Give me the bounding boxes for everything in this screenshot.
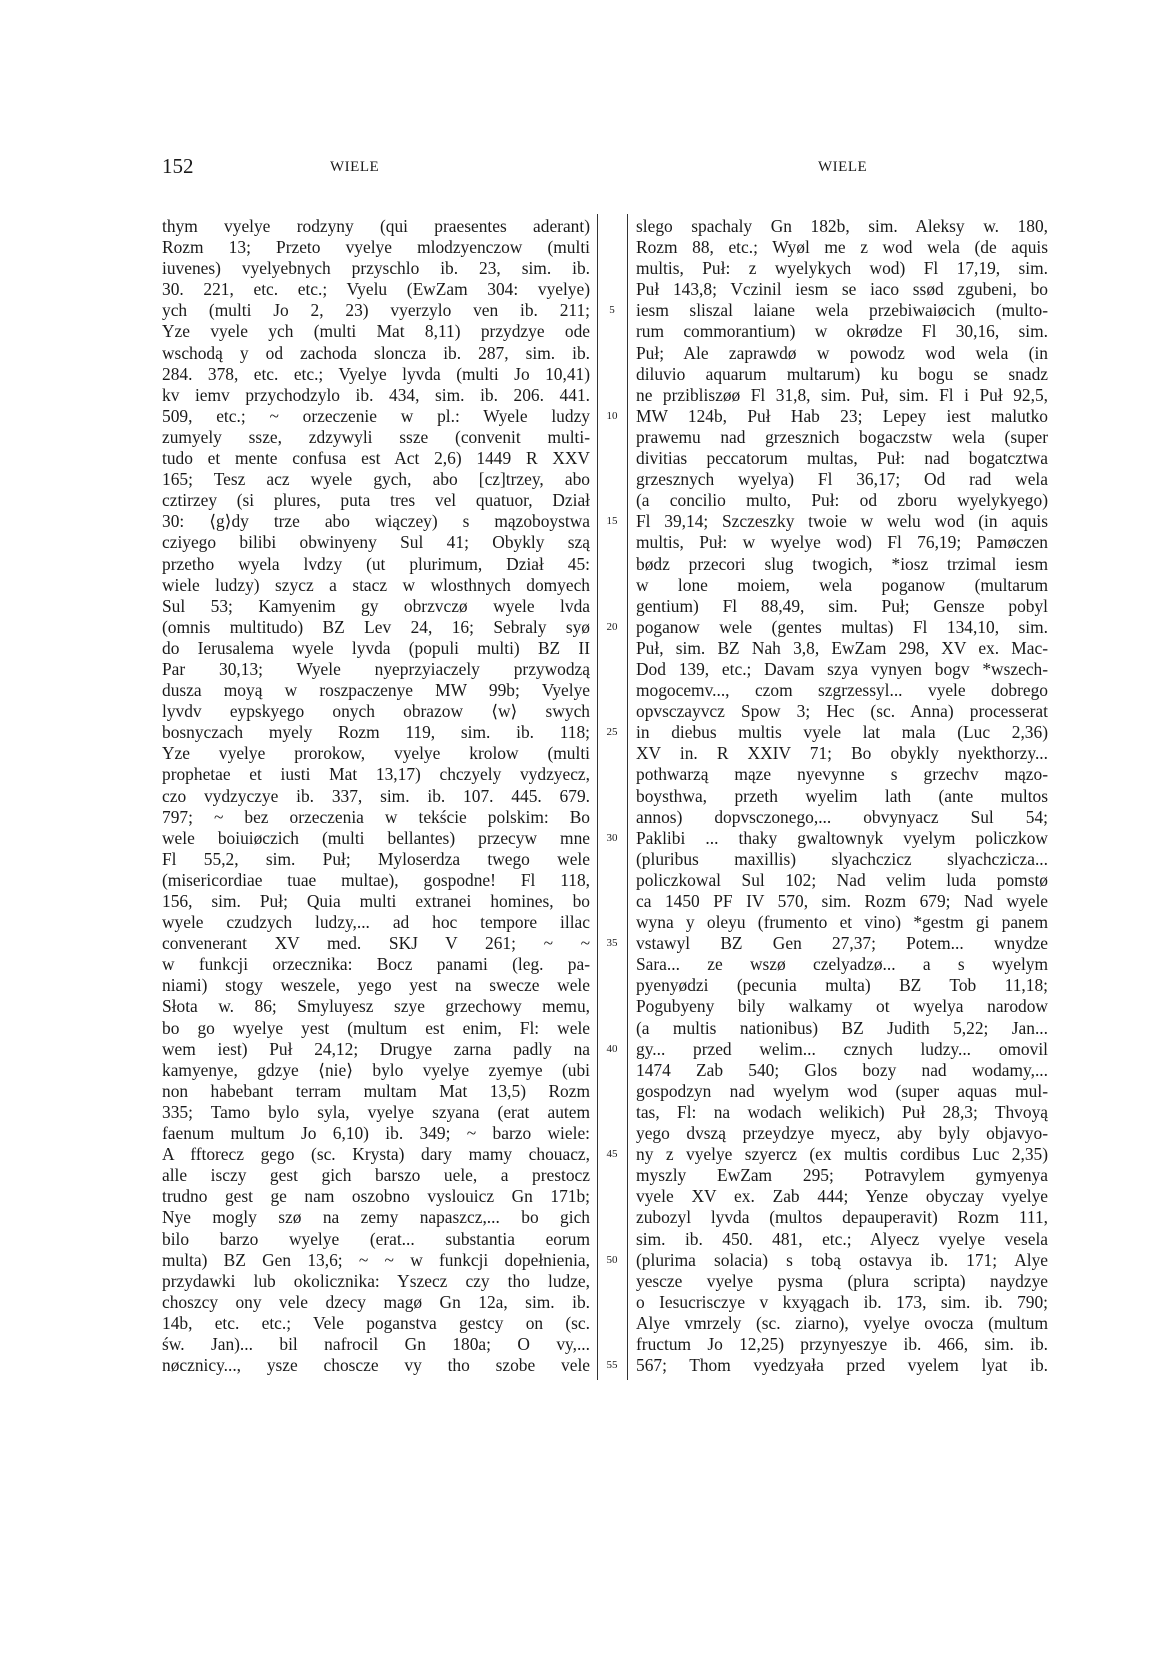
text-line: wele boiuiøczich (multi bellantes) przecyw mne: [162, 827, 590, 848]
text-line: Sara... ze wszø czelyadzø... a s wyelym: [636, 954, 1048, 975]
text-line: Sul 53; Kamyenim gy obrzvczø wyele lvda: [162, 595, 590, 616]
text-line: w lone moiem, wela poganow (multarum: [636, 574, 1048, 595]
text-line: prophetae et iusti Mat 13,17) chczyely vydzyecz,: [162, 764, 590, 785]
text-line: Nye mogly szø na zemy napaszcz,... bo gich: [162, 1207, 590, 1228]
text-line: lyvdv eypskyego onych obrazow ⟨w⟩ swych: [162, 701, 590, 722]
text-line: (a multis nationibus) BZ Judith 5,22; Jan...: [636, 1017, 1048, 1038]
text-line: divitias peccatorum multas, Puł: nad bogatcztwa: [636, 448, 1048, 469]
text-line: vyele XV ex. Zab 444; Yenze obyczay vyelye: [636, 1186, 1048, 1207]
line-number: 25: [606, 726, 618, 739]
text-line: sim. ib. 450. 481, etc.; Alyecz vyelye vesela: [636, 1228, 1048, 1249]
text-line: myszly EwZam 295; Potravylem gymyenya: [636, 1165, 1048, 1186]
text-line: poganow wele (gentes multas) Fl 134,10, sim.: [636, 616, 1048, 637]
text-line: Fl 55,2, sim. Puł; Myloserdza twego wele: [162, 848, 590, 869]
text-line: Dod 139, etc.; Davam szya vynyen bogv *wszech-: [636, 658, 1048, 679]
line-number: 10: [606, 409, 618, 422]
text-line: zubozyl lyvda (multos depauperavit) Rozm 111,: [636, 1207, 1048, 1228]
text-line: policzkowal Sul 102; Nad velim luda pomstø: [636, 869, 1048, 890]
text-line: Rozm 13; Przeto vyelye mlodzyenczow (multi: [162, 237, 590, 258]
text-line: w funkcji orzecznika: Bocz panami (leg. pa-: [162, 954, 590, 975]
text-line: multa) BZ Gen 13,6; ~ ~ w funkcji dopełnienia,: [162, 1249, 590, 1270]
text-line: A fftorecz gego (sc. Krysta) dary mamy chouacz,: [162, 1144, 590, 1165]
text-line: bilo barzo wyelye (erat... substantia eorum: [162, 1228, 590, 1249]
text-line: św. Jan)... bil nafrocil Gn 180a; O vy,...: [162, 1333, 590, 1354]
text-line: wiele ludzy) szycz a stacz w wlosthnych domyech: [162, 574, 590, 595]
text-line: ca 1450 PF IV 570, sim. Rozm 679; Nad wyele: [636, 891, 1048, 911]
text-line: bødz przecori slug twogich, *iosz trzimal iesm: [636, 553, 1048, 574]
line-number: 20: [606, 620, 618, 633]
text-line: cziyego bilibi obwinyeny Sul 41; Obykly szą: [162, 532, 590, 553]
text-line: gy... przed welim... cznych ludzy... omovil: [636, 1038, 1048, 1059]
text-line: 509, etc.; ~ orzeczenie w pl.: Wyele ludzy: [162, 405, 590, 426]
text-line: 30. 221, etc. etc.; Vyelu (EwZam 304: vyelye): [162, 279, 590, 300]
text-line: non habebant terram multam Mat 13,5) Rozm: [162, 1080, 590, 1101]
text-line: 284. 378, etc. etc.; Vyelye lyvda (multi Jo 10,41): [162, 363, 590, 384]
text-line: in diebus multis vyele lat mala (Luc 2,36): [636, 722, 1048, 743]
text-line: iuvenes) vyelyebnych przyschlo ib. 23, sim. ib.: [162, 258, 590, 279]
column-divider-right: [627, 214, 628, 1380]
line-number: 50: [606, 1253, 618, 1266]
text-line: faenum multum Jo 6,10) ib. 349; ~ barzo wiele:: [162, 1123, 590, 1144]
text-line: diluvio aquarum multarum) ku bogu se snadz: [636, 363, 1048, 384]
text-line: Paklibi ... thaky gwaltownyk vyelym policzkow: [636, 827, 1048, 848]
text-line: wem iest) Puł 24,12; Drugye zarna padly na: [162, 1038, 590, 1059]
text-line: fructum Jo 12,25) przynyeszye ib. 466, sim. ib.: [636, 1333, 1048, 1354]
text-line: Puł 143,8; Vczinil iesm se iaco ssød zgubeni, bo: [636, 279, 1048, 300]
text-line: o Iesucrisczye v kxyągach ib. 173, sim. ib. 790;: [636, 1291, 1048, 1312]
page-number: 152: [162, 154, 194, 178]
text-line: 14b, etc. etc.; Vele poganstva gestcy on (sc.: [162, 1312, 590, 1333]
text-line: multis, Puł: z wyelykych wod) Fl 17,19, sim.: [636, 258, 1048, 279]
text-line: rum commorantium) w okrødze Fl 30,16, sim.: [636, 321, 1048, 342]
text-line: ny z vyelye szyercz (ex multis cordibus Luc 2,35): [636, 1144, 1048, 1165]
text-line: XV in. R XXIV 71; Bo obykly nyekthorzy...: [636, 743, 1048, 764]
text-line: nøcznicy..., ysze choscze vy tho szobe vele: [162, 1355, 590, 1376]
text-line: (misericordiae tuae multae), gospodne! Fl 118,: [162, 869, 590, 890]
text-line: 30: ⟨g⟩dy trze abo wiączey) s mązoboystwa: [162, 511, 590, 532]
text-line: prawemu nad grzesznich bogaczstw wela (super: [636, 426, 1048, 447]
text-line: 1474 Zab 540; Glos bozy nad wodamy,...: [636, 1059, 1048, 1080]
text-line: 335; Tamo bylo syla, vyelye szyana (erat autem: [162, 1101, 590, 1122]
text-line: cztirzey (si plures, puta tres vel quatuor, Dział: [162, 490, 590, 511]
text-line: trudno gest ge nam oszobno vyslouicz Gn 171b;: [162, 1186, 590, 1207]
text-line: 567; Thom vyedzyała przed vyelem lyat ib.: [636, 1355, 1048, 1376]
text-line: Yze vyelye prorokow, vyelye krolow (multi: [162, 743, 590, 764]
line-number: 40: [606, 1042, 618, 1055]
text-line: (pluribus maxillis) slyachczicz slyachczicza...: [636, 848, 1048, 869]
text-line: convenerant XV med. SKJ V 261; ~ ~: [162, 933, 590, 954]
text-line: vstawyl BZ Gen 27,37; Potem... wnydze: [636, 933, 1048, 954]
text-line: tudo et mente confusa est Act 2,6) 1449 R XXV: [162, 448, 590, 469]
text-line: do Ierusalema wyele lyvda (populi multi) BZ II: [162, 637, 590, 658]
text-line: dusza moyą w roszpaczenye MW 99b; Vyelye: [162, 680, 590, 701]
text-line: wschodą y od zachoda sloncza ib. 287, sim. ib.: [162, 342, 590, 363]
text-line: 797; ~ bez orzeczenia w tekście polskim: Bo: [162, 806, 590, 827]
text-line: gentium) Fl 88,49, sim. Puł; Gensze pobyl: [636, 595, 1048, 616]
text-line: ne przibliszøø Fl 31,8, sim. Puł, sim. Fl i Puł 92,5,: [636, 384, 1048, 405]
text-line: bo go wyelye yest (multum est enim, Fl: wele: [162, 1017, 590, 1038]
text-line: 156, sim. Puł; Quia multi extranei homines, bo: [162, 891, 590, 911]
left-column: [162, 216, 590, 1376]
text-line: przetho wyela lvdzy (ut plurimum, Dział 45:: [162, 553, 590, 574]
text-line: grzesznych wyelya) Fl 36,17; Od rad wela: [636, 469, 1048, 490]
text-line: annos) dopvsczonego,... obvynyacz Sul 54;: [636, 806, 1048, 827]
text-line: Fl 39,14; Szczeszky twoie w welu wod (in aquis: [636, 511, 1048, 532]
text-line: kamyenye, gdzye ⟨nie⟩ bylo vyelye zyemye (ubi: [162, 1059, 590, 1080]
line-number: 30: [606, 831, 618, 844]
text-line: bosnyczach myely Rozm 119, sim. ib. 118;: [162, 722, 590, 743]
text-line: Alye vmrzely (sc. ziarno), vyelye ovocza (multum: [636, 1312, 1048, 1333]
right-running-head: WIELE: [818, 159, 868, 175]
text-line: Yze vyele ych (multi Mat 8,11) przydzye ode: [162, 321, 590, 342]
text-line: multis, Puł: w wyelye wod) Fl 76,19; Pamøczen: [636, 532, 1048, 553]
left-running-head: WIELE: [330, 159, 380, 175]
text-line: Puł; Ale zaprawdø w powodz wod wela (in: [636, 342, 1048, 363]
text-line: choszcy ony vele dzecy magø Gn 12a, sim. ib.: [162, 1291, 590, 1312]
text-line: przydawki lub okolicznika: Yszecz czy tho ludze,: [162, 1270, 590, 1291]
text-line: yego dvszą przeydzye myecz, aby byly objavyo-: [636, 1123, 1048, 1144]
text-line: iesm sliszal laiane wela przebiwaiøcich (multo-: [636, 300, 1048, 321]
text-line: pothwarzą mąze nyevynne s grzechv mązo-: [636, 764, 1048, 785]
text-line: opvsczayvcz Spow 3; Hec (sc. Anna) processerat: [636, 701, 1048, 722]
text-line: Rozm 88, etc.; Wyøl me z wod wela (de aquis: [636, 237, 1048, 258]
text-line: niami) stogy weszele, yego yest na swecze wele: [162, 975, 590, 996]
text-line: (a concilio multo, Puł: od zboru wyelykyego): [636, 490, 1048, 511]
text-line: Słota w. 86; Smyluyesz szye grzechowy memu,: [162, 996, 590, 1017]
text-line: (omnis multitudo) BZ Lev 24, 16; Sebraly syø: [162, 616, 590, 637]
text-line: wyele czudzych ludzy,... ad hoc tempore illac: [162, 912, 590, 933]
text-line: kv iemv przychodzylo ib. 434, sim. ib. 206. 441.: [162, 384, 590, 405]
text-line: thym vyelye rodzyny (qui praesentes aderant): [162, 216, 590, 236]
text-line: pyenyødzi (pecunia multa) BZ Tob 11,18;: [636, 975, 1048, 996]
text-line: Par 30,13; Wyele nyeprzyiaczely przywodzą: [162, 658, 590, 679]
text-line: yescze vyelye pysma (plura scripta) naydzye: [636, 1270, 1048, 1291]
line-number: 45: [606, 1148, 618, 1161]
text-line: gospodzyn nad wyelym wod (super aquas mul-: [636, 1080, 1048, 1101]
text-line: tas, Fl: na wodach welikich) Puł 28,3; Thvoyą: [636, 1101, 1048, 1122]
right-column: [636, 216, 1048, 1376]
text-line: Pogubyeny bily walkamy ot wyelya narodow: [636, 996, 1048, 1017]
line-number: 55: [606, 1359, 618, 1372]
text-line: wyna y oleyu (frumento et vino) *gestm gi panem: [636, 912, 1048, 933]
text-line: ych (multi Jo 2, 23) vyerzylo ven ib. 211;: [162, 300, 590, 321]
line-number: 35: [606, 937, 618, 950]
line-number: 5: [609, 304, 615, 317]
text-line: czo vydzyczye ib. 337, sim. ib. 107. 445. 679.: [162, 785, 590, 806]
text-line: mogocemv..., czom szgrzessyl... vyele dobrego: [636, 680, 1048, 701]
line-number: 15: [606, 515, 618, 528]
text-line: 165; Tesz acz wyele gych, abo [cz]trzey, abo: [162, 469, 590, 490]
column-divider-left: [597, 214, 598, 1380]
text-line: (plurima solacia) s tobą ostavya ib. 171; Alye: [636, 1249, 1048, 1270]
text-line: boysthwa, przeth wyelim lath (ante multos: [636, 785, 1048, 806]
text-line: alle isczy gest gich barszo uele, a prestocz: [162, 1165, 590, 1186]
text-line: Puł, sim. BZ Nah 3,8, EwZam 298, XV ex. Mac-: [636, 637, 1048, 658]
text-line: slego spachaly Gn 182b, sim. Aleksy w. 180,: [636, 216, 1048, 236]
text-line: MW 124b, Puł Hab 23; Lepey iest malutko: [636, 405, 1048, 426]
text-line: zumyely ssze, zdzywyli ssze (convenit multi-: [162, 426, 590, 447]
